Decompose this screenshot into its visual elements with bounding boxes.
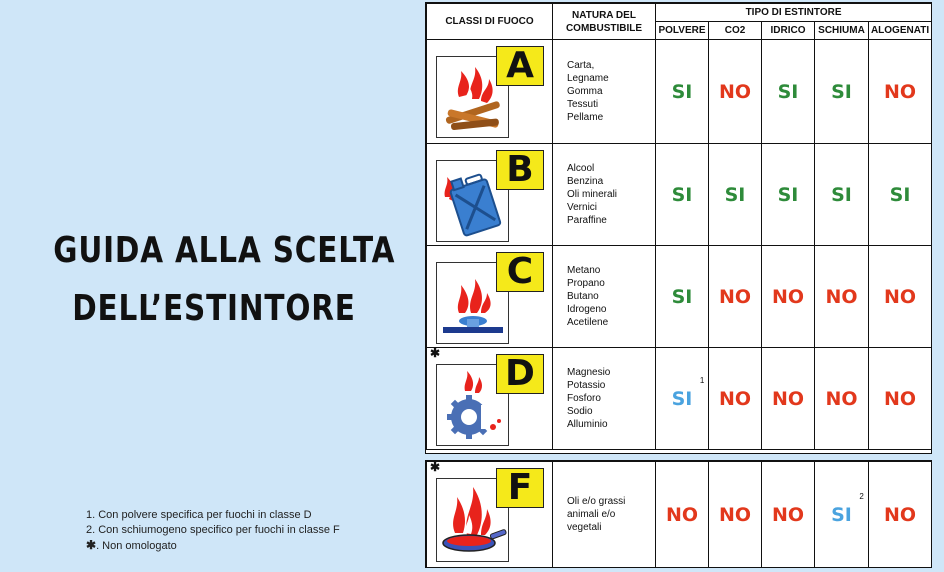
value-cell: SI (656, 246, 709, 348)
table-row (427, 348, 932, 450)
value-cell: SI (815, 144, 869, 246)
header-schiuma: SCHIUMA (815, 22, 869, 40)
value-cell: NO (869, 246, 932, 348)
table-row (427, 40, 932, 144)
value-cell: SI (762, 144, 815, 246)
class-letter-c: C (496, 252, 544, 292)
value-cell: SI (656, 40, 709, 144)
value-cell: NO (709, 40, 762, 144)
nature-cell-a: Carta, Legname Gomma Tessuti Pellame (553, 40, 656, 144)
value-cell: SI (762, 40, 815, 144)
class-letter-b: B (496, 150, 544, 190)
class-letter-d: D (496, 354, 544, 394)
footnote-ref-1: 1 (699, 375, 705, 385)
value-cell: NO (815, 246, 869, 348)
class-cell-c (427, 246, 553, 348)
footnote-2: 2. Con schiumogeno specifico per fuochi in classe F (86, 524, 340, 536)
value-cell: NO (709, 348, 762, 450)
table-row (427, 144, 932, 246)
class-cell-b (427, 144, 553, 246)
value-cell: NO (815, 348, 869, 450)
class-letter-a: A (496, 46, 544, 86)
extinguisher-table (425, 2, 932, 454)
header-tipo: TIPO DI ESTINTORE (656, 4, 932, 22)
class-letter-f: F (496, 468, 544, 508)
value-cell: SI (815, 40, 869, 144)
header-alogenati: ALOGENATI (869, 22, 932, 40)
value-cell: NO (709, 462, 762, 568)
footnotes (86, 508, 340, 554)
footnote-ref-2: 2 (859, 491, 864, 501)
asterisk-icon: ✱ (430, 460, 441, 474)
value-cell: NO (869, 462, 932, 568)
header-co2: CO2 (709, 22, 762, 40)
value-cell: NO (869, 40, 932, 144)
value-cell: SI 2 (815, 462, 869, 568)
footnote-1: 1. Con polvere specifica per fuochi in classe D (86, 509, 312, 521)
table-row (427, 246, 932, 348)
header-polvere: POLVERE (656, 22, 709, 40)
value-cell: NO (869, 348, 932, 450)
value-cell: SI 1 (656, 348, 709, 450)
table-row (427, 462, 932, 568)
value-cell: NO (762, 348, 815, 450)
page-title: GUIDA ALLA SCELTA DELL’ESTINTORE (53, 230, 396, 329)
class-cell-f (427, 462, 553, 568)
nature-cell-f: Oli e/o grassi animali e/o vegetali (553, 462, 656, 568)
footnote-3: ✱. Non omologato (86, 538, 177, 552)
asterisk-icon: ✱ (86, 538, 97, 552)
header-classi: CLASSI DI FUOCO (427, 4, 553, 40)
value-cell: NO (709, 246, 762, 348)
header-idrico: IDRICO (762, 22, 815, 40)
nature-cell-b: Alcool Benzina Oli minerali Vernici Paraffine (553, 144, 656, 246)
value-cell: SI (709, 144, 762, 246)
header-natura: NATURA DEL COMBUSTIBILE (553, 4, 656, 40)
class-cell-a (427, 40, 553, 144)
value-cell: NO (656, 462, 709, 568)
nature-cell-c: Metano Propano Butano Idrogeno Acetilene (553, 246, 656, 348)
value-cell: SI (656, 144, 709, 246)
nature-cell-d: Magnesio Potassio Fosforo Sodio Alluminio (553, 348, 656, 450)
class-cell-d (427, 348, 553, 450)
value-cell: SI (869, 144, 932, 246)
value-cell: NO (762, 246, 815, 348)
extinguisher-table-f (425, 460, 932, 568)
asterisk-icon: ✱ (430, 346, 441, 360)
value-cell: NO (762, 462, 815, 568)
